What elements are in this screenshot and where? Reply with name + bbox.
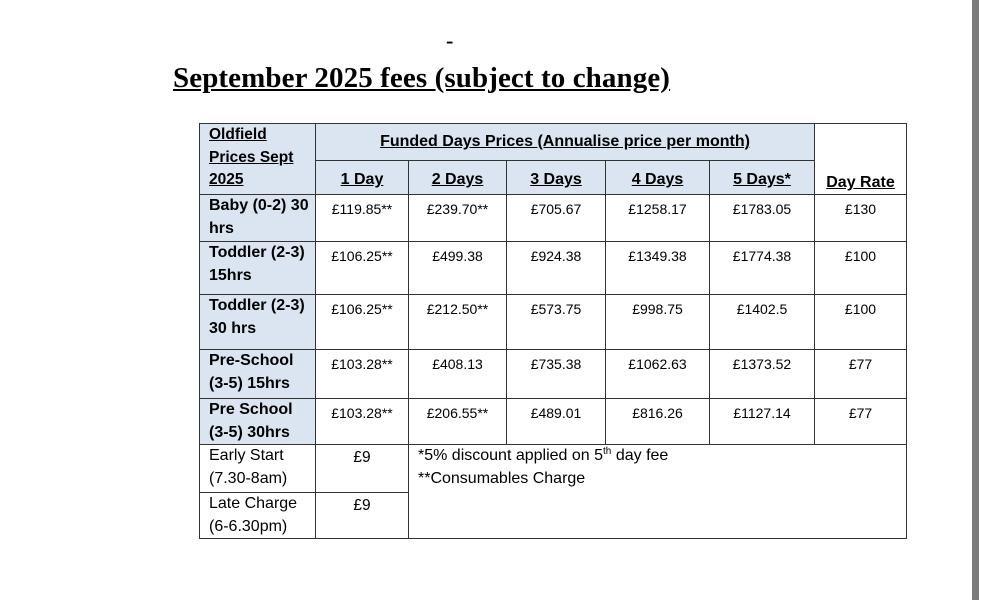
discount-note-sup: th: [603, 446, 612, 457]
row-label: Toddler (2-3) 30 hrs: [200, 295, 316, 350]
price-cell: £1349.38: [606, 242, 710, 295]
discount-note-prefix: *5% discount applied on 5: [418, 447, 604, 464]
extra-label: Late Charge (6-6.30pm): [200, 493, 316, 539]
price-cell: £1127.14: [710, 399, 815, 445]
price-cell: £103.28**: [316, 350, 409, 399]
discount-note: [418, 445, 906, 468]
consumables-note: **Consumables Charge: [418, 469, 586, 487]
price-cell: £705.67: [507, 195, 606, 242]
document-title: September 2025 fees (subject to change): [173, 62, 671, 94]
price-cell: £1774.38: [710, 242, 815, 295]
row-label: Toddler (2-3) 15hrs: [200, 242, 316, 295]
corner-header-text: Oldfield Prices Sept 2025: [209, 126, 294, 188]
price-cell: £239.70**: [409, 195, 507, 242]
table-row: [200, 242, 907, 295]
row-label: Baby (0-2) 30 hrs: [200, 195, 316, 242]
col-header-3-days: 3 Days: [507, 161, 606, 195]
price-cell: £212.50**: [409, 295, 507, 350]
notes-cell: [409, 445, 907, 539]
fees-table: [199, 123, 907, 539]
price-cell: £499.38: [409, 242, 507, 295]
col-header-1-day: 1 Day: [316, 161, 409, 195]
price-cell: £1402.5: [710, 295, 815, 350]
extra-row: [200, 445, 907, 493]
col-header-4-days: 4 Days: [606, 161, 710, 195]
day-rate-cell: £77: [815, 350, 907, 399]
price-cell: £735.38: [507, 350, 606, 399]
row-label: Pre-School (3-5) 15hrs: [200, 350, 316, 399]
price-cell: £924.38: [507, 242, 606, 295]
price-cell: £106.25**: [316, 295, 409, 350]
table-row: [200, 295, 907, 350]
table-row: [200, 195, 907, 242]
price-cell: £106.25**: [316, 242, 409, 295]
price-cell: £103.28**: [316, 399, 409, 445]
discount-note-suffix: day fee: [611, 447, 669, 464]
price-cell: £206.55**: [409, 399, 507, 445]
price-cell: £998.75: [606, 295, 710, 350]
table-row: [200, 350, 907, 399]
extra-price: £9: [316, 445, 409, 493]
col-header-2-days: 2 Days: [409, 161, 507, 195]
price-cell: £1258.17: [606, 195, 710, 242]
price-cell: £489.01: [507, 399, 606, 445]
day-rate-cell: £130: [815, 195, 907, 242]
day-rate-cell: £100: [815, 242, 907, 295]
header-dash: -: [446, 28, 454, 53]
price-cell: £119.85**: [316, 195, 409, 242]
page-edge-scrollbar: [972, 0, 979, 600]
day-rate-header: Day Rate: [815, 124, 907, 195]
price-cell: £816.26: [606, 399, 710, 445]
col-header-5-days: 5 Days*: [710, 161, 815, 195]
funded-days-header: Funded Days Prices (Annualise price per month): [316, 124, 815, 161]
price-cell: £573.75: [507, 295, 606, 350]
price-cell: £408.13: [409, 350, 507, 399]
table-row: [200, 399, 907, 445]
corner-header: [200, 124, 316, 195]
day-rate-cell: £77: [815, 399, 907, 445]
day-rate-cell: £100: [815, 295, 907, 350]
price-cell: £1783.05: [710, 195, 815, 242]
row-label: Pre School (3-5) 30hrs: [200, 399, 316, 445]
extra-label: Early Start (7.30-8am): [200, 445, 316, 493]
extra-price: £9: [316, 493, 409, 539]
price-cell: £1373.52: [710, 350, 815, 399]
price-cell: £1062.63: [606, 350, 710, 399]
